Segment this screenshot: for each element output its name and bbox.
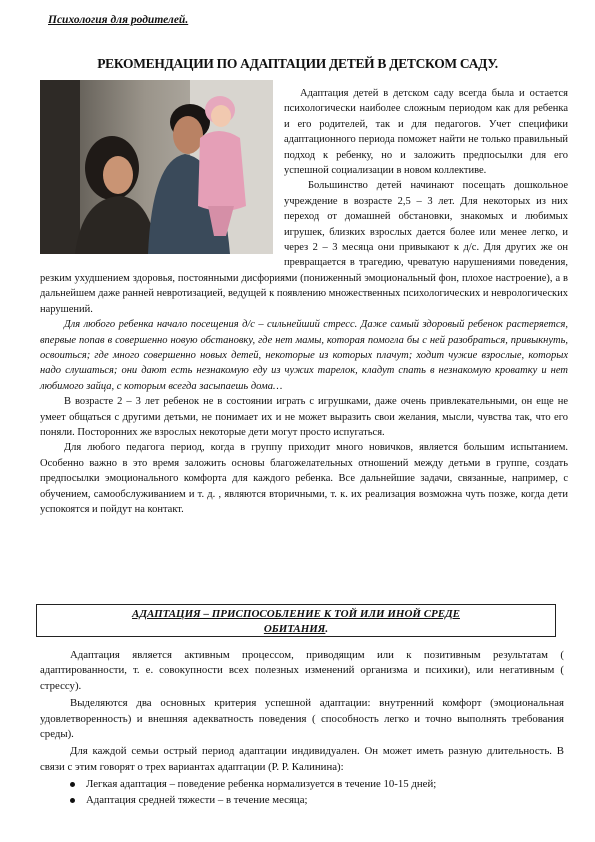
adaptation-section xyxy=(40,648,564,808)
paragraph: Выделяются два основных критерия успешной адаптации: внутренний комфорт (эмоциональная удовлетворенность) и внешняя адекватность поведения ( способность легко и точно выполнять требования среды). xyxy=(40,697,564,741)
section-heading-period: . xyxy=(325,623,329,635)
paragraph: Для любого ребенка начало посещения д/с – сильнейший стресс. Даже самый здоровый ребенок растеряется, впервые попав в совершенно новую обстановку, где нет мамы, которая помогла бы с ней разобраться, привыкнуть, освоиться; где много совершенно новых детей, некоторые из которых плачут; ходит чужие взрослые, которых надо слушаться; они дают есть незнакомую еду из чужих тарелок, кладут спать в незнакомую кроватку и нет любимого зайца, с которым всегда засыпаешь дома… xyxy=(40,319,568,392)
list-item-text: Адаптация средней тяжести – в течение месяца; xyxy=(86,793,308,806)
bullet-icon xyxy=(70,798,75,803)
paragraph: Адаптация детей в детском саду всегда была и остается психологически наиболее сложным периодом как для ребенка и его родителей, так и для педагогов. Учет специфики адаптационного периода поможет найти не только правильный подход к ребенку, но и заложить предпосылки для его успешной социализации в новом коллективе. xyxy=(284,88,568,177)
section-heading-line-2: ОБИТАНИЯ xyxy=(263,623,326,635)
paragraph: В возрасте 2 – 3 лет ребенок не в состоянии играть с игрушками, даже очень привлекательными, он еще не умеет общаться с другими детьми, не понимает их и не может выразить свои желания, мысли, чувства так, что его поняли. Посторонних же взрослых некоторые дети могут просто испугаться. xyxy=(40,396,568,438)
header-note: Психология для родителей. xyxy=(48,14,189,26)
paragraph: Для любого педагога период, когда в группу приходит много новичков, является большим испытанием. Особенно важно в это время заложить основы благожелательных отношений между детьми в группе, создать предпосылки эмоционального комфорта для каждого ребенка. Все дальнейшие задачи, связанные, например, с обучением, самообслуживанием и т. д. , являются вторичными, т. к. их реализация возможна чуть позже, когда дети успокоятся и пойдут на контакт. xyxy=(40,442,568,515)
bullet-icon xyxy=(70,782,75,787)
photo-spacer xyxy=(40,86,284,258)
list-item-text: Легкая адаптация – поведение ребенка нормализуется в течение 10-15 дней; xyxy=(86,778,437,791)
section-heading-box xyxy=(36,604,556,637)
adaptation-variants-list xyxy=(40,777,564,808)
page-title: РЕКОМЕНДАЦИИ ПО АДАПТАЦИИ ДЕТЕЙ В ДЕТСКОМ САДУ. xyxy=(97,56,498,71)
list-item xyxy=(70,777,564,792)
paragraph: Адаптация является активным процессом, приводящим или к позитивным результатам ( адаптированности, т. е. совокупности всех полезных изменений организма и психики), или негативным ( стрессу). xyxy=(40,649,564,692)
paragraph: Большинство детей начинают посещать дошкольное учреждение в возрасте 2,5 – 3 лет. Для некоторых из них переход от домашней обстановки, знакомых и любимых игрушек, близких взрослых дается более или менее легко, и через 2 – 3 месяца они привыкают к д/с. Для других же он превращается в трагедию, чреватую нарушениями поведения, резким ухудшением здоровья, постоянными дисфориями (пониженный эмоциональный фон, плохое настроение), а в дальнейшем даже ранней невротизацией, ведущей к появлению множественных психологических и неврологических нарушений. xyxy=(40,180,568,315)
section-heading-line-1: АДАПТАЦИЯ – ПРИСПОСОБЛЕНИЕ К ТОЙ ИЛИ ИНОЙ СРЕДЕ xyxy=(132,608,460,620)
list-item xyxy=(70,793,564,808)
paragraph: Для каждой семьи острый период адаптации индивидуален. Он может иметь разную длительность. В связи с этим говорят о трех вариантах адаптации (Р. Р. Калинина): xyxy=(40,745,564,773)
intro-text xyxy=(40,86,568,517)
